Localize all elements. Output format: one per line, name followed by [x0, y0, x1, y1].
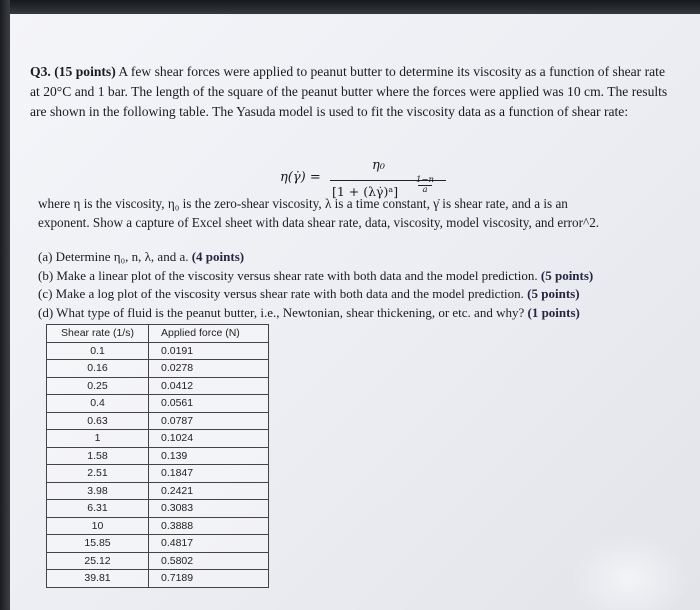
- cell-shear-rate: 1: [47, 430, 149, 448]
- cell-applied-force: 0.2421: [149, 482, 269, 500]
- exponent-denominator: a: [422, 185, 428, 195]
- formula-numerator: η₀: [372, 158, 385, 173]
- formula-exponent: [416, 176, 434, 195]
- cell-applied-force: 0.0278: [149, 360, 269, 378]
- part-a-text: (a) Determine η₀, n, λ, and a.: [38, 249, 192, 264]
- document-screen: [10, 14, 700, 610]
- cell-shear-rate: 0.1: [47, 342, 149, 360]
- description-line-1: where η is the viscosity, η₀ is the zero-shear viscosity, λ is a time constant, γ̇ is shear rate, and a is an: [38, 196, 568, 211]
- table-row: [47, 465, 269, 483]
- table-row: [47, 552, 269, 570]
- cell-shear-rate: 39.81: [47, 570, 149, 588]
- header-shear-rate: Shear rate (1/s): [47, 325, 149, 343]
- part-b-text: (b) Make a linear plot of the viscosity versus shear rate with both data and the model prediction.: [38, 267, 541, 283]
- table-header-row: [47, 325, 269, 343]
- question-text: A few shear forces were applied to peanut butter to determine its viscosity as a function of shear rate at 20°C and 1 bar. The length of the square of the peanut butter where the forces were applied was 10 cm. The results are shown in the following table. The Yasuda model is used to fit the viscosity data as a function of shear rate:: [30, 64, 668, 119]
- cell-shear-rate: 3.98: [47, 482, 149, 500]
- part-c-points: (5 points): [527, 286, 580, 302]
- cell-shear-rate: 2.51: [47, 465, 149, 483]
- cell-applied-force: 0.1847: [149, 465, 269, 483]
- cell-shear-rate: 0.25: [47, 377, 149, 395]
- cell-applied-force: 0.7189: [149, 570, 269, 588]
- cell-shear-rate: 6.31: [47, 500, 149, 518]
- table-row: [47, 430, 269, 448]
- question-parts: [38, 248, 678, 322]
- cell-applied-force: 0.0561: [149, 395, 269, 413]
- table-row: [47, 447, 269, 465]
- table-row: [47, 500, 269, 518]
- part-d-text: (d) What type of fluid is the peanut butter, i.e., Newtonian, shear thickening, or etc. and why?: [38, 304, 528, 320]
- part-b: [38, 267, 678, 286]
- cell-applied-force: 0.139: [149, 447, 269, 465]
- part-c-text: (c) Make a log plot of the viscosity versus shear rate with both data and the model prediction.: [38, 286, 528, 302]
- table-row: [47, 377, 269, 395]
- table-row: [47, 482, 269, 500]
- part-a-points: (4 points): [191, 249, 245, 264]
- description-line-2: exponent. Show a capture of Excel sheet with data shear rate, data, viscosity, model viscosity, and error^2.: [38, 215, 600, 230]
- cell-applied-force: 0.0412: [149, 377, 269, 395]
- table-row: [47, 342, 269, 360]
- cell-applied-force: 0.5802: [149, 552, 269, 570]
- cell-applied-force: 0.4817: [149, 535, 269, 553]
- table-row: [47, 517, 269, 535]
- cell-shear-rate: 1.58: [47, 447, 149, 465]
- part-a: [38, 248, 678, 267]
- question-points: (15 points): [54, 64, 116, 79]
- formula-denominator: [1 + (λγ̇)ᵃ]: [332, 184, 399, 199]
- table-row: [47, 412, 269, 430]
- cell-applied-force: 0.1024: [149, 430, 269, 448]
- part-b-points: (5 points): [540, 267, 594, 283]
- cell-shear-rate: 0.16: [47, 360, 149, 378]
- cell-applied-force: 0.3083: [149, 500, 269, 518]
- part-d-points: (1 points): [527, 304, 580, 320]
- exponent-numerator: 1−n: [416, 175, 435, 185]
- table-row: [47, 360, 269, 378]
- cell-shear-rate: 0.63: [47, 412, 149, 430]
- part-d: [38, 304, 678, 323]
- header-applied-force: Applied force (N): [149, 325, 269, 343]
- cell-shear-rate: 15.85: [47, 535, 149, 553]
- cell-applied-force: 0.0787: [149, 412, 269, 430]
- question-number: Q3.: [30, 64, 51, 79]
- formula-lhs: η(γ̇) =: [280, 170, 321, 185]
- table-row: [47, 535, 269, 553]
- cell-shear-rate: 25.12: [47, 552, 149, 570]
- table-row: [47, 570, 269, 588]
- part-c: [38, 285, 678, 304]
- screen-glare: [570, 534, 690, 610]
- monitor-bezel-left: [0, 0, 10, 610]
- data-table: [46, 324, 269, 588]
- cell-shear-rate: 10: [47, 517, 149, 535]
- cell-applied-force: 0.0191: [149, 342, 269, 360]
- cell-shear-rate: 0.4: [47, 395, 149, 413]
- cell-applied-force: 0.3888: [149, 517, 269, 535]
- table-row: [47, 395, 269, 413]
- question-paragraph: [30, 62, 676, 122]
